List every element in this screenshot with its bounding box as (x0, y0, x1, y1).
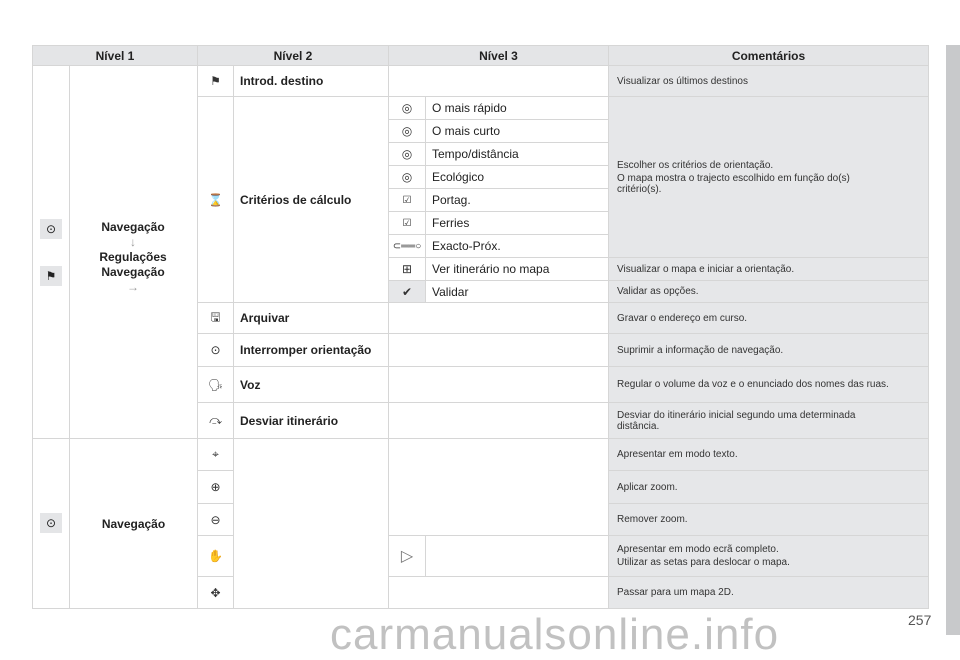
zoom-out-icon[interactable]: ⊖ (197, 503, 234, 536)
radio-icon[interactable]: ◎ (388, 119, 426, 143)
map-2d-icon[interactable]: ✥ (197, 576, 234, 609)
comment-line: Desviar do itinerário inicial segundo uma determinada distância. (617, 409, 856, 432)
level1-navigation (69, 220, 197, 295)
interromper-orientacao[interactable]: Interromper orientação (233, 333, 389, 367)
level1-navigation-2: Navegação (69, 438, 198, 609)
comment-desviar (608, 402, 929, 439)
level1-icon-cell (32, 65, 70, 439)
comment-zoom-in: Aplicar zoom. (608, 470, 929, 504)
map-grid-icon[interactable]: ⊞ (388, 257, 426, 281)
comment-criterios (608, 96, 929, 258)
header-nivel-3: Nível 3 (388, 45, 609, 66)
header-comentarios: Comentários (608, 45, 929, 66)
floppy-disk-icon: 🖫 (197, 302, 234, 334)
text-mode-icon[interactable]: ⌖ (197, 438, 234, 471)
option-ecologico[interactable]: Ecológico (425, 165, 609, 189)
criterios-calculo[interactable]: Critérios de cálculo (233, 96, 389, 303)
comment-line: Utilizar as setas para deslocar o mapa. (617, 557, 790, 568)
empty-cell (388, 302, 609, 334)
arrow-down-icon: ↓ (130, 235, 136, 249)
comment-2d: Passar para um mapa 2D. (608, 576, 929, 609)
flag-hourglass-icon: ⌛ (197, 96, 234, 303)
comment-fullscreen (608, 535, 929, 577)
arrow-right-icon: → (127, 280, 139, 294)
detour-icon: ⤼ (197, 402, 234, 439)
empty-cell (425, 535, 609, 577)
comment-introd: Visualizar os últimos destinos (608, 65, 929, 97)
comment-line: O mapa mostra o trajecto escolhido em função do(s) critério(s). (617, 172, 850, 195)
header-nivel-1: Nível 1 (32, 45, 198, 66)
comment-voz: Regular o volume da voz e o enunciado dos nomes das ruas. (608, 366, 929, 403)
checkbox-icon[interactable]: ☑ (388, 188, 426, 212)
checkbox-icon[interactable]: ☑ (388, 211, 426, 235)
empty-cell (388, 333, 609, 367)
comment-arquivar: Gravar o endereço em curso. (608, 302, 929, 334)
comment-line: Apresentar em modo ecrã completo. (617, 544, 779, 555)
option-ferries[interactable]: Ferries (425, 211, 609, 235)
empty-cell (233, 438, 389, 609)
option-mais-rapido[interactable]: O mais rápido (425, 96, 609, 120)
play-triangle-icon[interactable]: ▷ (388, 535, 426, 577)
empty-cell (388, 576, 609, 609)
header-nivel-2: Nível 2 (197, 45, 389, 66)
option-exacto-prox[interactable]: Exacto-Próx. (425, 234, 609, 258)
checkmark-icon[interactable]: ✔ (388, 280, 426, 303)
comment-validar: Validar as opções. (608, 280, 929, 303)
comment-zoom-out: Remover zoom. (608, 503, 929, 536)
side-tab-bar (946, 45, 960, 635)
page-number: 257 (908, 612, 932, 628)
navigation-compass-icon: ⊙ (40, 219, 62, 239)
introd-destino[interactable]: Introd. destino (233, 65, 389, 97)
comment-ver: Visualizar o mapa e iniciar a orientação. (608, 257, 929, 281)
watermark: carmanualsonline.info (330, 610, 780, 659)
voz[interactable]: Voz (233, 366, 389, 403)
nav-label: Navegação (101, 220, 165, 234)
validar[interactable]: Validar (425, 280, 609, 303)
hand-pan-icon[interactable]: ✋ (197, 535, 234, 577)
navigation-compass-icon: ⊙ (40, 513, 62, 533)
ver-itinerario[interactable]: Ver itinerário no mapa (425, 257, 609, 281)
option-tempo-distancia[interactable]: Tempo/distância (425, 142, 609, 166)
voice-icon: 🗣 (197, 366, 234, 403)
empty-cell (388, 65, 609, 97)
slider-icon[interactable]: ⊂══○ (388, 234, 426, 258)
radio-icon[interactable]: ◎ (388, 165, 426, 189)
option-mais-curto[interactable]: O mais curto (425, 119, 609, 143)
comment-line: Escolher os critérios de orientação. (617, 159, 774, 171)
settings-nav-label: Regulações Navegação (99, 250, 167, 279)
zoom-in-icon[interactable]: ⊕ (197, 470, 234, 504)
desviar-itinerario[interactable]: Desviar itinerário (233, 402, 389, 439)
navigation-compass-icon: ⊙ (197, 333, 234, 367)
comment-interromper: Suprimir a informação de navegação. (608, 333, 929, 367)
empty-cell (388, 366, 609, 403)
radio-icon[interactable]: ◎ (388, 96, 426, 120)
radio-icon[interactable]: ◎ (388, 142, 426, 166)
empty-cell (388, 438, 609, 536)
empty-cell (388, 402, 609, 439)
arquivar[interactable]: Arquivar (233, 302, 389, 334)
flag-icon: ⚑ (197, 65, 234, 97)
comment-text-mode: Apresentar em modo texto. (608, 438, 929, 471)
option-portag[interactable]: Portag. (425, 188, 609, 212)
checkered-flag-icon: ⚑ (40, 266, 62, 286)
